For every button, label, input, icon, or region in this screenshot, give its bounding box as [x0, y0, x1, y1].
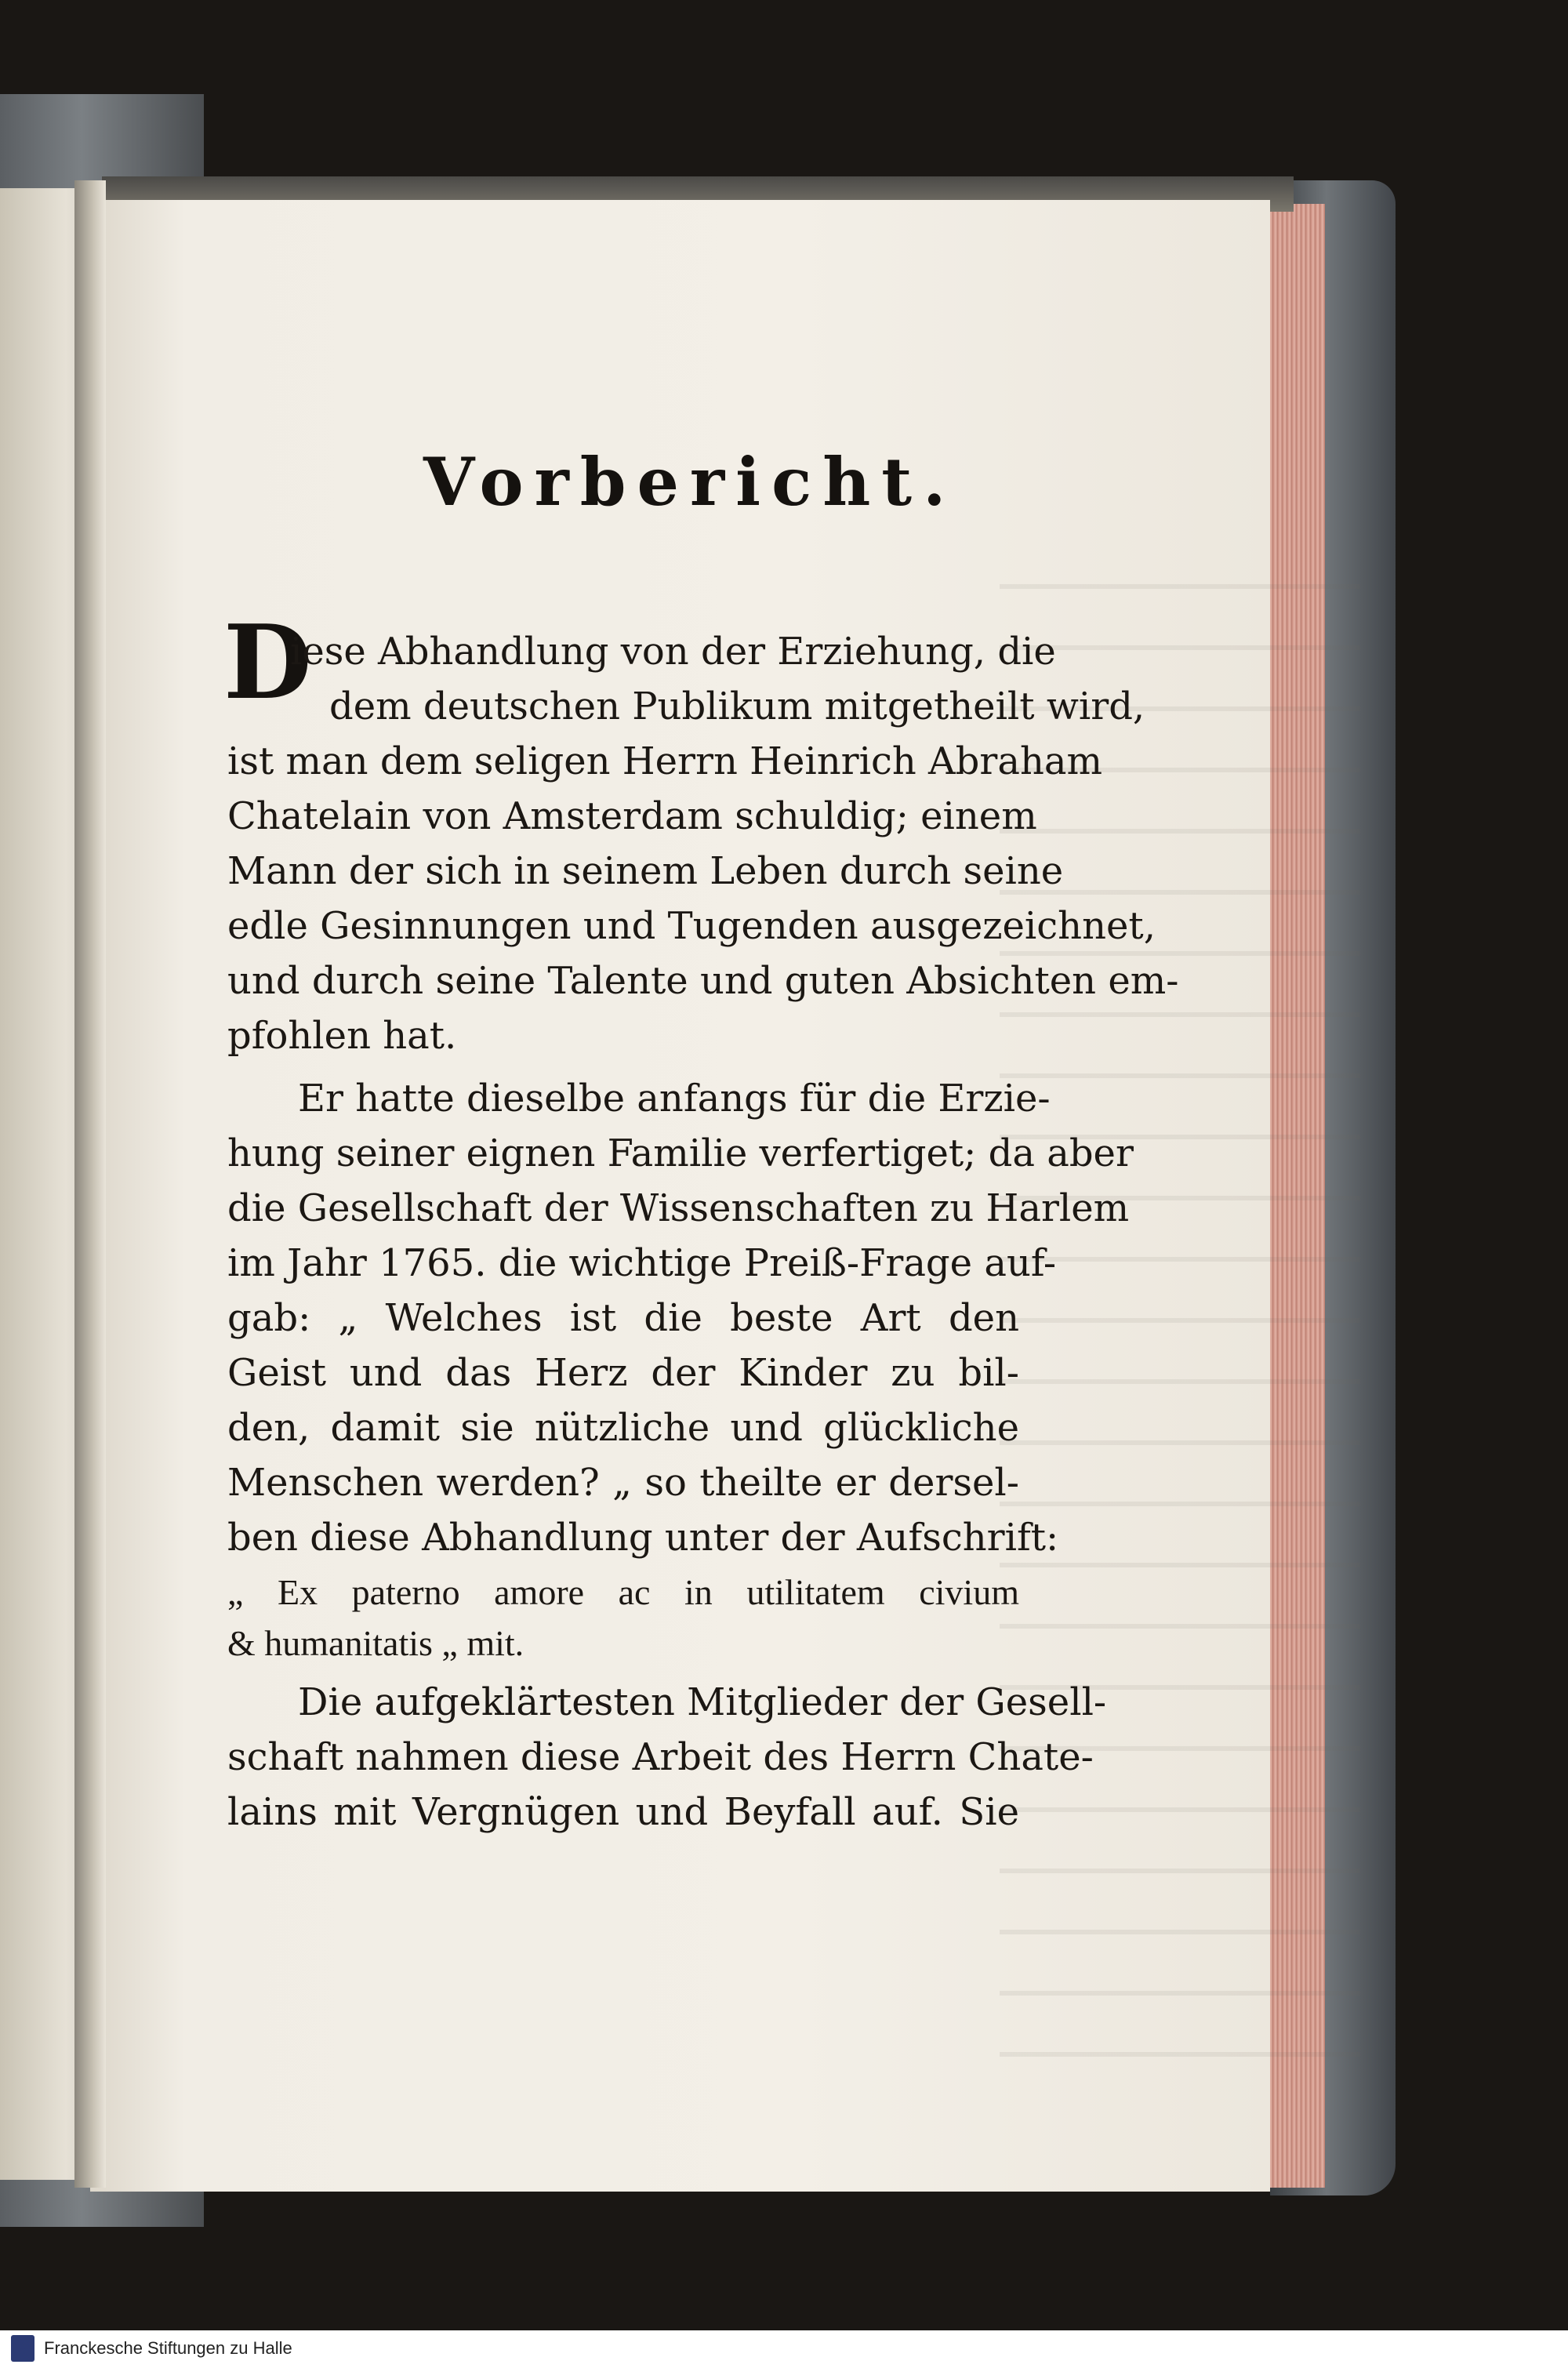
text-line: hung seiner eignen Familie verfertiget; da aber [227, 1131, 1134, 1175]
text-line: Geist und das Herz der Kinder zu bil- [227, 1351, 1019, 1395]
text-line: den, damit sie nützliche und glückliche [227, 1406, 1019, 1450]
text-line: ben diese Abhandlung unter der Aufschrift: [227, 1516, 1059, 1560]
text-line: dem deutschen Publikum mitgetheilt wird, [329, 685, 1145, 728]
text-line: pfohlen hat. [227, 1014, 457, 1058]
text-line-latin: & humanitatis „ mit. [227, 1623, 524, 1663]
institution-logo-icon [11, 2335, 34, 2362]
text-line: Menschen werden? „ so theilte er dersel- [227, 1461, 1019, 1505]
text-line: und durch seine Talente und guten Absichten em- [227, 959, 1179, 1003]
text-line: schaft nahmen diese Arbeit des Herrn Chate- [227, 1735, 1094, 1779]
text-line: iese Abhandlung von der Erziehung, die [290, 630, 1056, 674]
text-line: Chatelain von Amsterdam schuldig; einem [227, 794, 1037, 838]
footer-institution: Franckesche Stiftungen zu Halle [44, 2338, 292, 2358]
text-line: die Gesellschaft der Wissenschaften zu Harlem [227, 1186, 1130, 1230]
text-line-latin: „ Ex paterno amore ac in utilitatem civium [227, 1572, 1019, 1612]
text-line: lains mit Vergnügen und Beyfall auf. Sie [227, 1790, 1019, 1834]
text-line: ist man dem seligen Herrn Heinrich Abraham [227, 739, 1102, 783]
text-line: Mann der sich in seinem Leben durch seine [227, 849, 1064, 893]
drop-capital: D [223, 602, 312, 722]
text-line: Die aufgeklärtesten Mitglieder der Gesell- [298, 1680, 1107, 1724]
text-line: edle Gesinnungen und Tugenden ausgezeichnet, [227, 904, 1156, 948]
text-line: Er hatte dieselbe anfangs für die Erzie- [298, 1077, 1051, 1120]
text-line: im Jahr 1765. die wichtige Preiß-Frage auf- [227, 1241, 1057, 1285]
text-line: gab: „ Welches ist die beste Art den [227, 1296, 1019, 1340]
page-heading: Vorbericht. [423, 443, 957, 521]
